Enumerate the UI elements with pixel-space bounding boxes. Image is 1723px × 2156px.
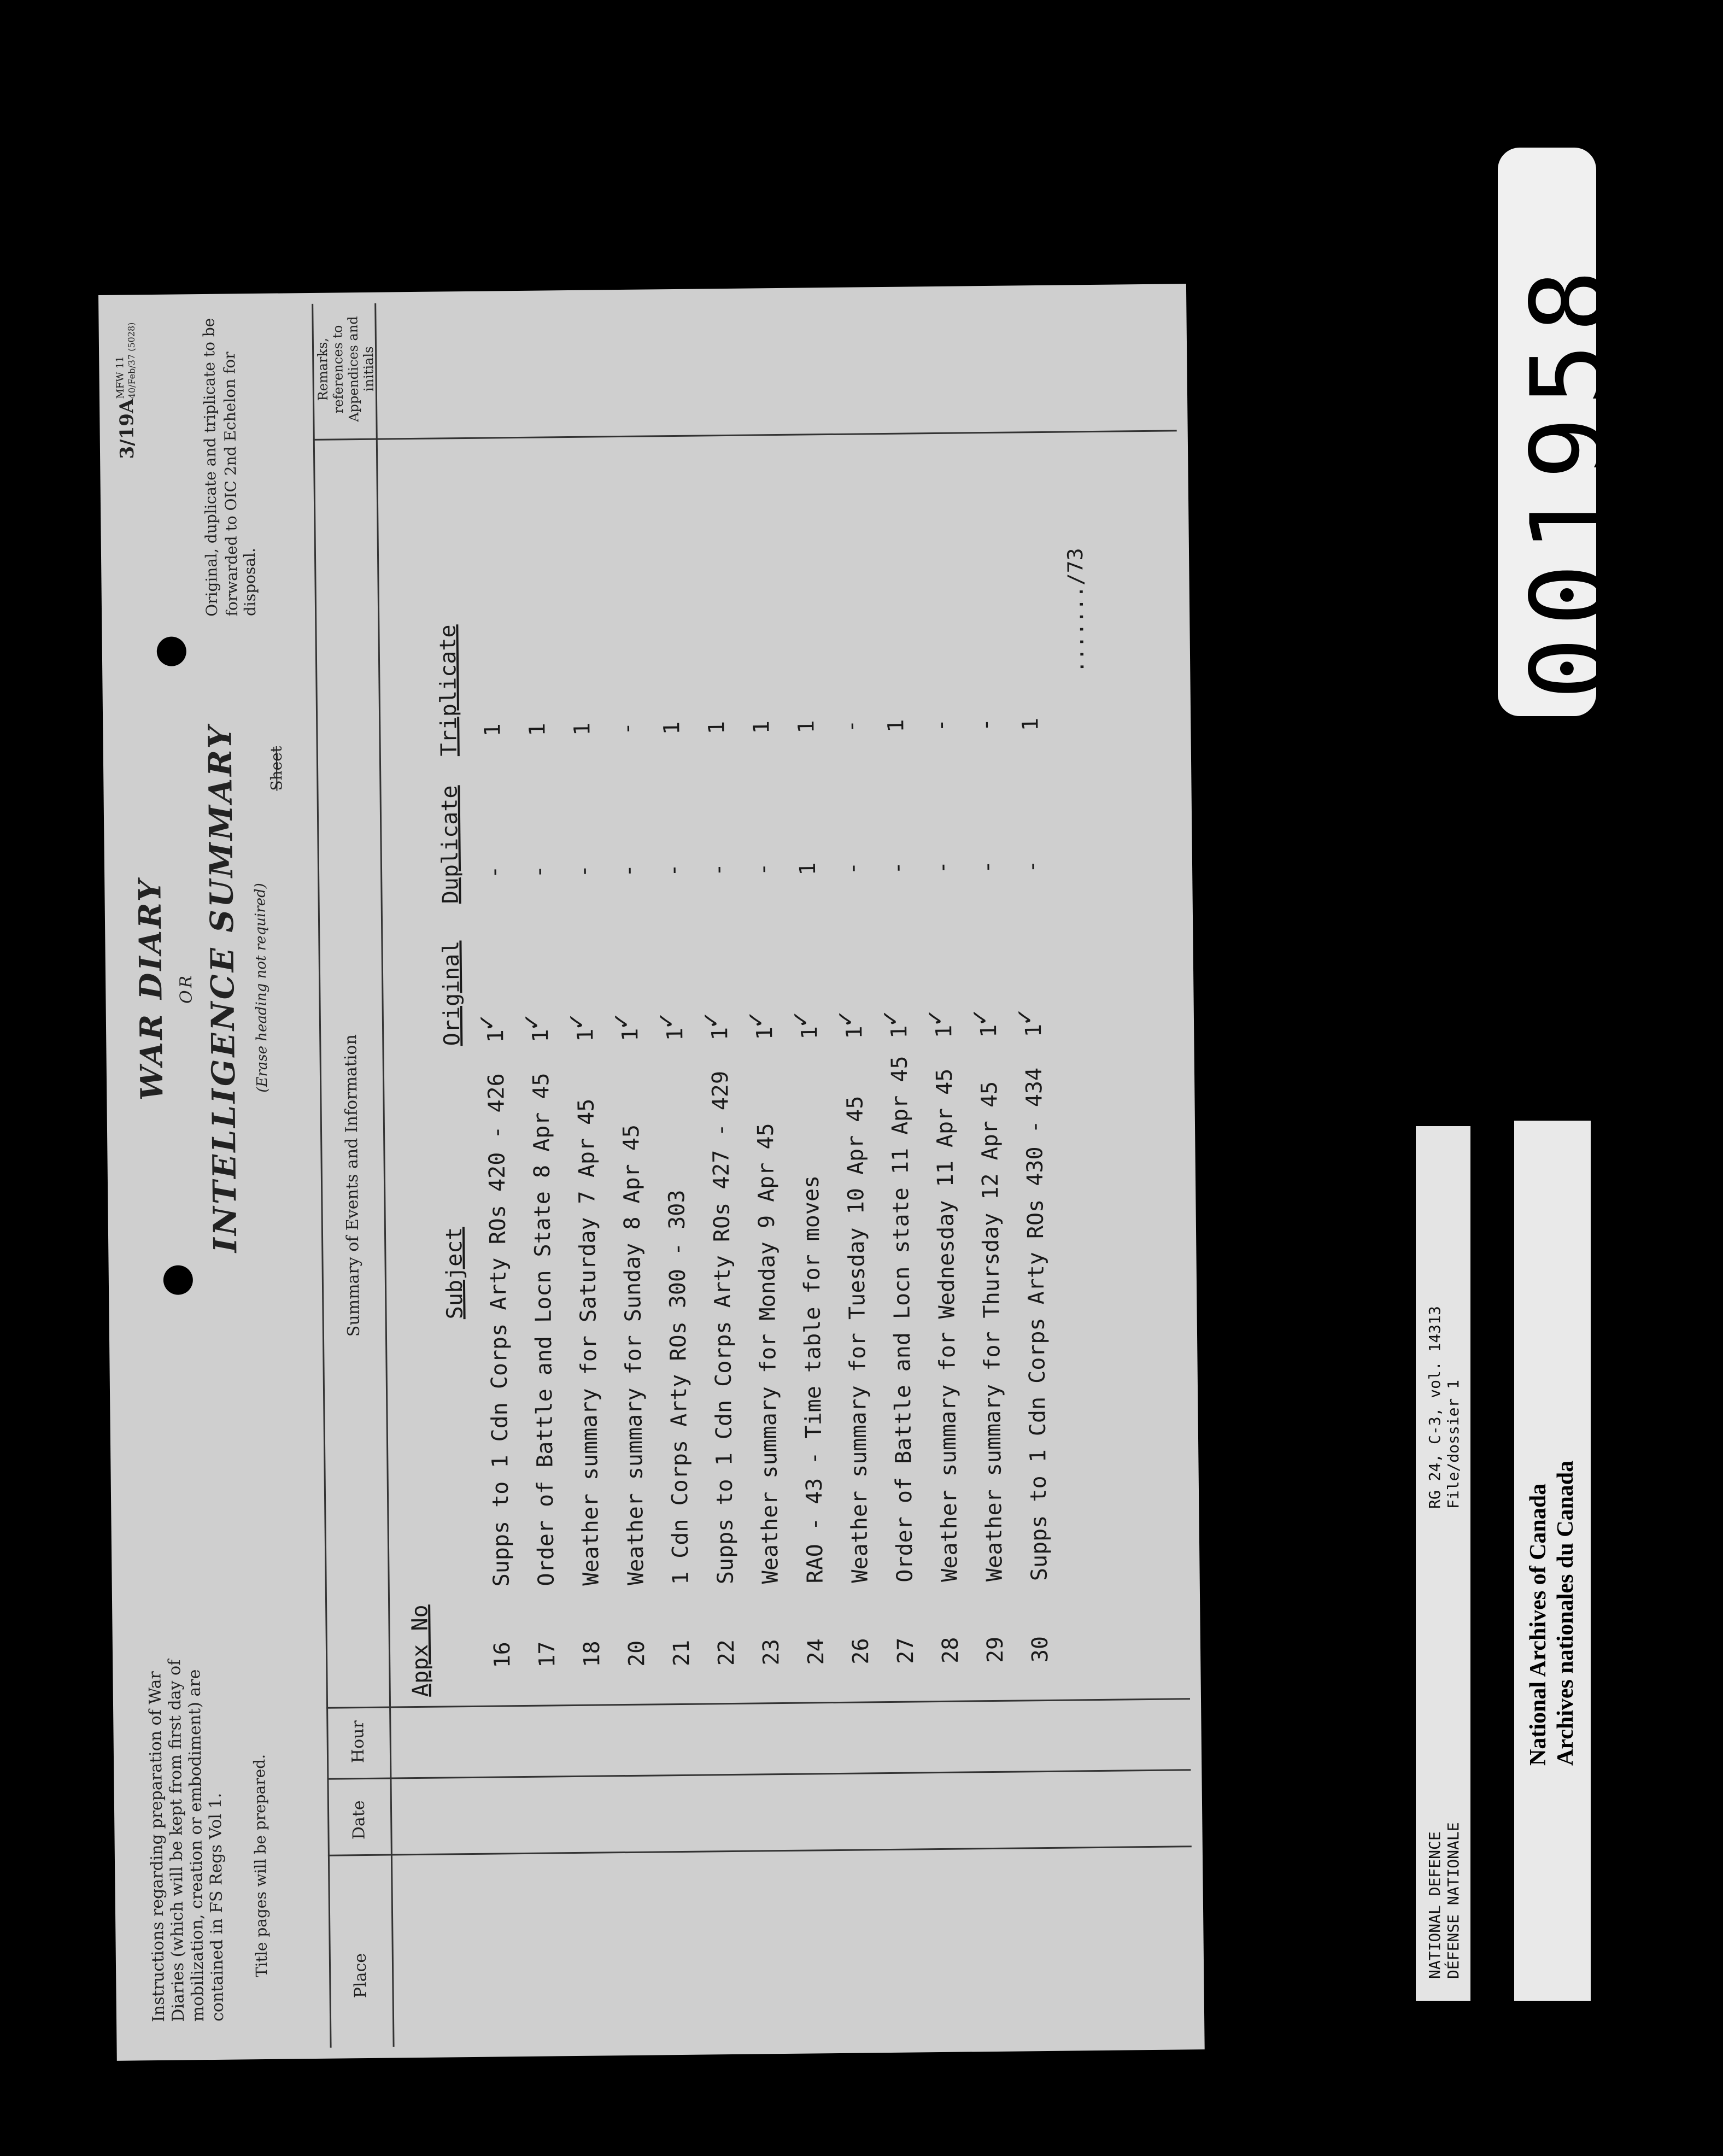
forward-note-line1: Original, duplicate and triplicate to be bbox=[200, 318, 221, 617]
triplicate-count: 1 bbox=[883, 719, 909, 733]
duplicate-count: - bbox=[884, 861, 911, 875]
duplicate-count: - bbox=[660, 863, 687, 877]
header-original: Original bbox=[438, 940, 465, 1046]
title-or: OR bbox=[177, 973, 196, 1004]
col-remarks-header: Remarks, references to Appendices and initials bbox=[314, 316, 377, 423]
original-count: 1 bbox=[976, 1024, 1002, 1038]
title-war-diary: WAR DIARY bbox=[132, 877, 171, 1101]
duplicate-count: - bbox=[571, 864, 597, 878]
archive-label-name bbox=[1514, 1121, 1591, 2001]
checkmark-icon: ✓ bbox=[829, 1011, 860, 1027]
subject-cell: Weather summary for Sunday 8 Apr 45 bbox=[618, 1124, 649, 1586]
subject-cell: Weather summary for Wednesday 11 Apr 45 bbox=[931, 1068, 963, 1583]
header-duplicate: Duplicate bbox=[437, 785, 464, 904]
form-ref-line2: 40/Feb/37 (5028) bbox=[126, 322, 137, 399]
original-count: 1 bbox=[1021, 1023, 1047, 1038]
appx-number: 16 bbox=[489, 1642, 515, 1668]
appx-number: 17 bbox=[534, 1641, 560, 1668]
checkmark-icon: ✓ bbox=[471, 1015, 501, 1030]
checkmark-icon: ✓ bbox=[560, 1013, 591, 1030]
triplicate-count: 1 bbox=[570, 722, 595, 736]
checkmark-icon: ✓ bbox=[964, 1010, 994, 1026]
triplicate-count: 1 bbox=[480, 723, 506, 737]
form-code: 3/19A bbox=[115, 399, 139, 459]
archive-name-en: National Archives of Canada bbox=[1526, 1483, 1551, 1766]
appx-number: 30 bbox=[1027, 1636, 1053, 1663]
subject-cell: Weather summary for Tuesday 10 Apr 45 bbox=[842, 1095, 873, 1583]
title-pages-note: Title pages will be prepared. bbox=[250, 1754, 271, 1978]
original-count: 1 bbox=[573, 1028, 599, 1042]
col-place-header: Place bbox=[350, 1953, 371, 1999]
subject-cell: Weather summary for Monday 9 Apr 45 bbox=[753, 1123, 783, 1584]
appx-number: 20 bbox=[624, 1640, 650, 1667]
archive-reference-line1: RG 24, C-3, vol. 14313 bbox=[1426, 1306, 1444, 1509]
original-count: 1 bbox=[752, 1026, 778, 1040]
checkmark-icon: ✓ bbox=[695, 1012, 725, 1028]
header-triplicate: Triplicate bbox=[435, 624, 462, 757]
original-count: 1 bbox=[663, 1027, 688, 1041]
duplicate-count: - bbox=[1019, 859, 1045, 874]
triplicate-count: 1 bbox=[749, 720, 775, 734]
punch-hole-left bbox=[163, 1265, 194, 1295]
triplicate-count: - bbox=[928, 718, 954, 733]
department-fr: DÉFENSE NATIONALE bbox=[1444, 1822, 1462, 1979]
triplicate-count: - bbox=[973, 718, 999, 732]
col-date-header: Date bbox=[349, 1800, 369, 1840]
frame-number-plate bbox=[1498, 148, 1630, 716]
original-count: 1 bbox=[483, 1029, 509, 1043]
original-count: 1 bbox=[707, 1027, 733, 1041]
checkmark-icon: ✓ bbox=[1009, 1009, 1039, 1025]
subject-cell: Weather summary for Thursday 12 Apr 45 bbox=[977, 1081, 1007, 1582]
duplicate-count: 1 bbox=[795, 862, 821, 876]
original-count: 1 bbox=[618, 1028, 643, 1042]
subject-cell: Order of Battle and Locn State 8 Apr 45 bbox=[528, 1073, 559, 1586]
appx-number: 28 bbox=[937, 1637, 964, 1664]
war-diary-form bbox=[98, 284, 1205, 2061]
checkmark-icon: ✓ bbox=[919, 1010, 950, 1026]
appx-number: 23 bbox=[758, 1638, 784, 1666]
punch-hole-right bbox=[157, 636, 187, 666]
archive-reference-line2: File/dossier 1 bbox=[1444, 1379, 1462, 1509]
subject-cell: Supps to 1 Cdn Corps Arty ROs 430 - 434 bbox=[1021, 1067, 1052, 1581]
col-hour-header: Hour bbox=[348, 1720, 368, 1764]
form-ref-line1: MFW 11 bbox=[114, 356, 126, 399]
subject-cell: Order of Battle and Locn state 11 Apr 45 bbox=[887, 1056, 918, 1583]
duplicate-count: - bbox=[616, 864, 642, 878]
appx-number: 24 bbox=[803, 1638, 829, 1665]
title-intelligence-summary: INTELLIGENCE SUMMARY bbox=[201, 723, 244, 1253]
original-count: 1 bbox=[528, 1029, 554, 1042]
triplicate-count: 1 bbox=[794, 720, 819, 734]
department-en: NATIONAL DEFENCE bbox=[1426, 1831, 1444, 1979]
triplicate-count: 1 bbox=[704, 720, 730, 735]
appx-number: 21 bbox=[669, 1639, 695, 1667]
appx-number: 27 bbox=[893, 1637, 919, 1665]
duplicate-count: - bbox=[974, 860, 1000, 874]
archive-label-department bbox=[1416, 1126, 1470, 2001]
subject-cell: Supps to 1 Cdn Corps Arty ROs 427 - 429 bbox=[707, 1070, 739, 1585]
header-subject: Subject bbox=[441, 1227, 468, 1320]
erase-heading-note: (Erase heading not required) bbox=[252, 883, 271, 1093]
subject-cell: 1 Cdn Corps Arty ROs 300 - 303 bbox=[664, 1190, 694, 1585]
duplicate-count: - bbox=[929, 860, 956, 875]
triplicate-count: - bbox=[614, 722, 640, 736]
triplicate-count: 1 bbox=[659, 721, 685, 735]
header-appx-no: Appx No bbox=[407, 1604, 433, 1697]
duplicate-count: - bbox=[705, 863, 731, 877]
frame-number: 001958 bbox=[1509, 259, 1630, 700]
checkmark-icon: ✓ bbox=[515, 1014, 546, 1030]
continuation-mark: ......./73 bbox=[1063, 548, 1089, 673]
header-bottom-rule bbox=[374, 303, 394, 2047]
checkmark-icon: ✓ bbox=[740, 1012, 770, 1028]
checkmark-icon: ✓ bbox=[605, 1013, 636, 1029]
appx-number: 26 bbox=[848, 1638, 874, 1665]
instructions-text: Instructions regarding preparation of War Diaries (which will be kept from first day of mobilization, creation or embodiment) are contained in FS Regs Vol 1. bbox=[145, 1659, 228, 2023]
appx-number: 29 bbox=[982, 1636, 1009, 1663]
triplicate-count: - bbox=[839, 719, 864, 733]
checkmark-icon: ✓ bbox=[650, 1013, 681, 1029]
sheet-mark: Sheet bbox=[267, 746, 286, 791]
appx-number: 22 bbox=[713, 1639, 740, 1666]
war-diary-sheet bbox=[98, 284, 1205, 2061]
appx-number: 18 bbox=[579, 1641, 605, 1668]
checkmark-icon: ✓ bbox=[874, 1010, 905, 1027]
header-top-rule bbox=[312, 304, 331, 2048]
subject-cell: RAO - 43 - Time table for moves bbox=[798, 1175, 828, 1584]
checkmark-icon: ✓ bbox=[784, 1011, 815, 1027]
triplicate-count: 1 bbox=[1018, 717, 1044, 731]
subject-cell: Supps to 1 Cdn Corps Arty ROs 420 - 426 bbox=[483, 1073, 514, 1587]
original-count: 1 bbox=[797, 1026, 823, 1040]
original-count: 1 bbox=[842, 1026, 868, 1039]
original-count: 1 bbox=[931, 1024, 957, 1039]
triplicate-count: 1 bbox=[525, 723, 550, 736]
subject-cell: Weather summary for Saturday 7 Apr 45 bbox=[573, 1098, 604, 1586]
archive-name-fr: Archives nationales du Canada bbox=[1553, 1460, 1578, 1766]
duplicate-count: - bbox=[840, 862, 866, 875]
col-summary-header: Summary of Events and Information bbox=[341, 1034, 364, 1337]
original-count: 1 bbox=[887, 1025, 912, 1039]
duplicate-count: - bbox=[481, 865, 507, 879]
duplicate-count: - bbox=[750, 862, 776, 876]
forward-note-line2: forwarded to OIC 2nd Echelon for disposal. bbox=[220, 351, 260, 617]
duplicate-count: - bbox=[526, 865, 552, 878]
